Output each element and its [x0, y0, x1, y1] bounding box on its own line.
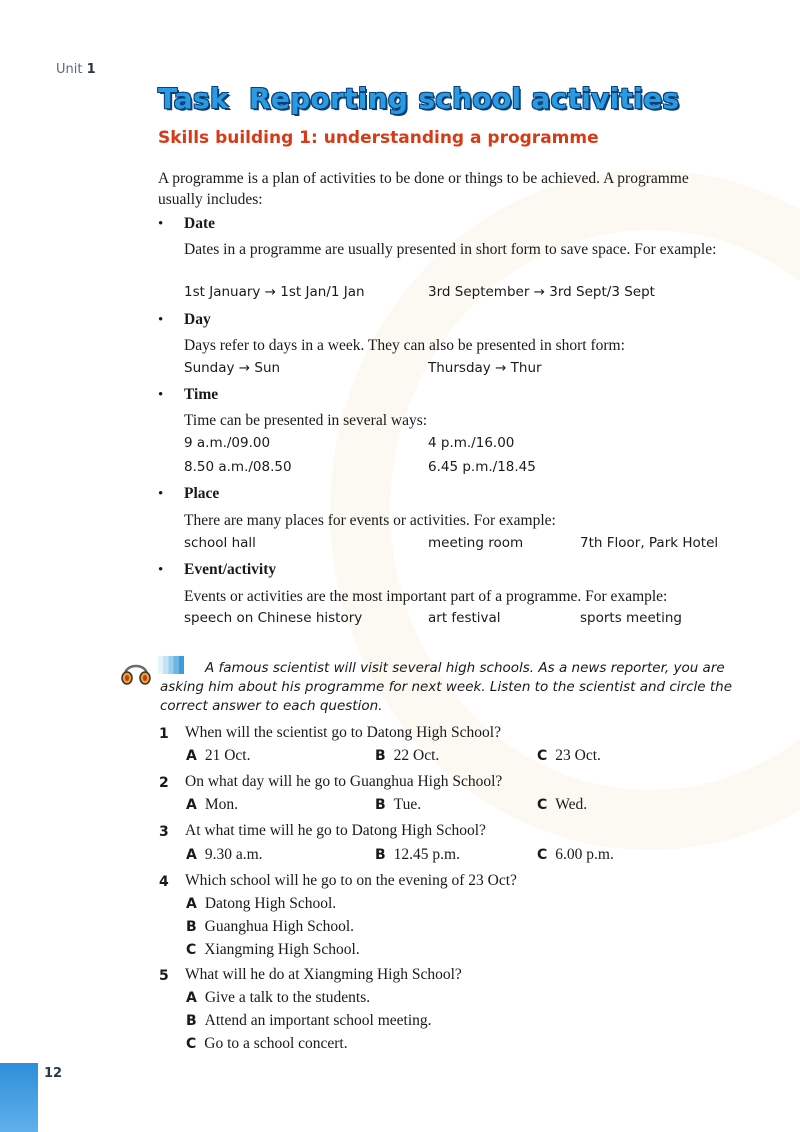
section-title-event: Event/activity — [184, 561, 277, 578]
answer-option[interactable]: A 9.30 a.m. — [186, 846, 263, 863]
question-number: 4 — [159, 874, 169, 890]
page-title: Task Reporting school activities — [158, 82, 680, 115]
bullet-marker: • — [158, 216, 164, 232]
example-time-1: 9 a.m./09.00 — [184, 435, 271, 451]
bullet-marker: • — [158, 562, 164, 578]
question-number: 2 — [159, 775, 169, 791]
answer-option[interactable]: A Mon. — [186, 796, 239, 813]
question-number: 5 — [159, 968, 169, 984]
answer-option[interactable]: B Attend an important school meeting. — [186, 1012, 432, 1029]
question-text: At what time will he go to Datong High School? — [185, 822, 486, 839]
section-title-date: Date — [184, 215, 215, 232]
example-time-3: 8.50 a.m./08.50 — [184, 459, 292, 475]
answer-option[interactable]: A 21 Oct. — [186, 747, 251, 764]
example-date-1: 1st January → 1st Jan/1 Jan — [184, 284, 365, 300]
answer-option[interactable]: B 22 Oct. — [375, 747, 440, 764]
answer-option[interactable]: B Tue. — [375, 796, 422, 813]
example-event-2: art festival — [428, 610, 501, 626]
bullet-marker: • — [158, 486, 164, 502]
question-number: 3 — [159, 824, 169, 840]
section-description-day: Days refer to days in a week. They can also be presented in short form: — [184, 337, 625, 354]
section-subtitle: Skills building 1: understanding a programme — [158, 128, 599, 148]
listening-instruction: A famous scientist will visit several high schools. As a news reporter, you are asking him about his programme for next week. Listen to the scientist and circle the correct answer to each question. — [160, 660, 733, 714]
answer-option[interactable]: B Guanghua High School. — [186, 918, 355, 935]
example-date-2: 3rd September → 3rd Sept/3 Sept — [428, 284, 655, 300]
answer-option[interactable]: C Wed. — [537, 796, 588, 813]
example-time-2: 4 p.m./16.00 — [428, 435, 515, 451]
example-event-1: speech on Chinese history — [184, 610, 363, 626]
example-time-4: 6.45 p.m./18.45 — [428, 459, 536, 475]
page-edge-tab — [0, 1063, 38, 1132]
question-text: On what day will he go to Guanghua High School? — [185, 773, 503, 790]
page-number: 12 — [44, 1066, 63, 1081]
question-number: 1 — [159, 726, 169, 742]
section-description-date: Dates in a programme are usually presented in short form to save space. For example: — [184, 241, 717, 258]
headphones-icon — [118, 654, 154, 690]
unit-label: Unit 1 — [56, 62, 96, 77]
section-description-event: Events or activities are the most important part of a programme. For example: — [184, 588, 668, 605]
section-description-time: Time can be presented in several ways: — [184, 412, 428, 429]
example-day-1: Sunday → Sun — [184, 360, 281, 376]
example-place-1: school hall — [184, 535, 256, 551]
answer-option[interactable]: A Datong High School. — [186, 895, 337, 912]
example-place-3: 7th Floor, Park Hotel — [580, 535, 719, 551]
answer-option[interactable]: C 6.00 p.m. — [537, 846, 614, 863]
bullet-marker: • — [158, 387, 164, 403]
question-text: When will the scientist go to Datong High School? — [185, 724, 501, 741]
example-event-3: sports meeting — [580, 610, 682, 626]
question-text: Which school will he go to on the evening of 23 Oct? — [185, 872, 517, 889]
answer-option[interactable]: C Xiangming High School. — [186, 941, 360, 958]
answer-option[interactable]: B 12.45 p.m. — [375, 846, 460, 863]
bullet-marker: • — [158, 312, 164, 328]
section-title-place: Place — [184, 485, 220, 502]
section-title-time: Time — [184, 386, 219, 403]
example-place-2: meeting room — [428, 535, 524, 551]
example-day-2: Thursday → Thur — [428, 360, 542, 376]
intro-paragraph: A programme is a plan of activities to be done or things to be achieved. A programme usually includes: — [158, 170, 689, 208]
question-text: What will he do at Xiangming High School? — [185, 966, 462, 983]
answer-option[interactable]: C 23 Oct. — [537, 747, 601, 764]
section-description-place: There are many places for events or activities. For example: — [184, 512, 556, 529]
section-title-day: Day — [184, 311, 211, 328]
answer-option[interactable]: A Give a talk to the students. — [186, 989, 371, 1006]
answer-option[interactable]: C Go to a school concert. — [186, 1035, 348, 1052]
